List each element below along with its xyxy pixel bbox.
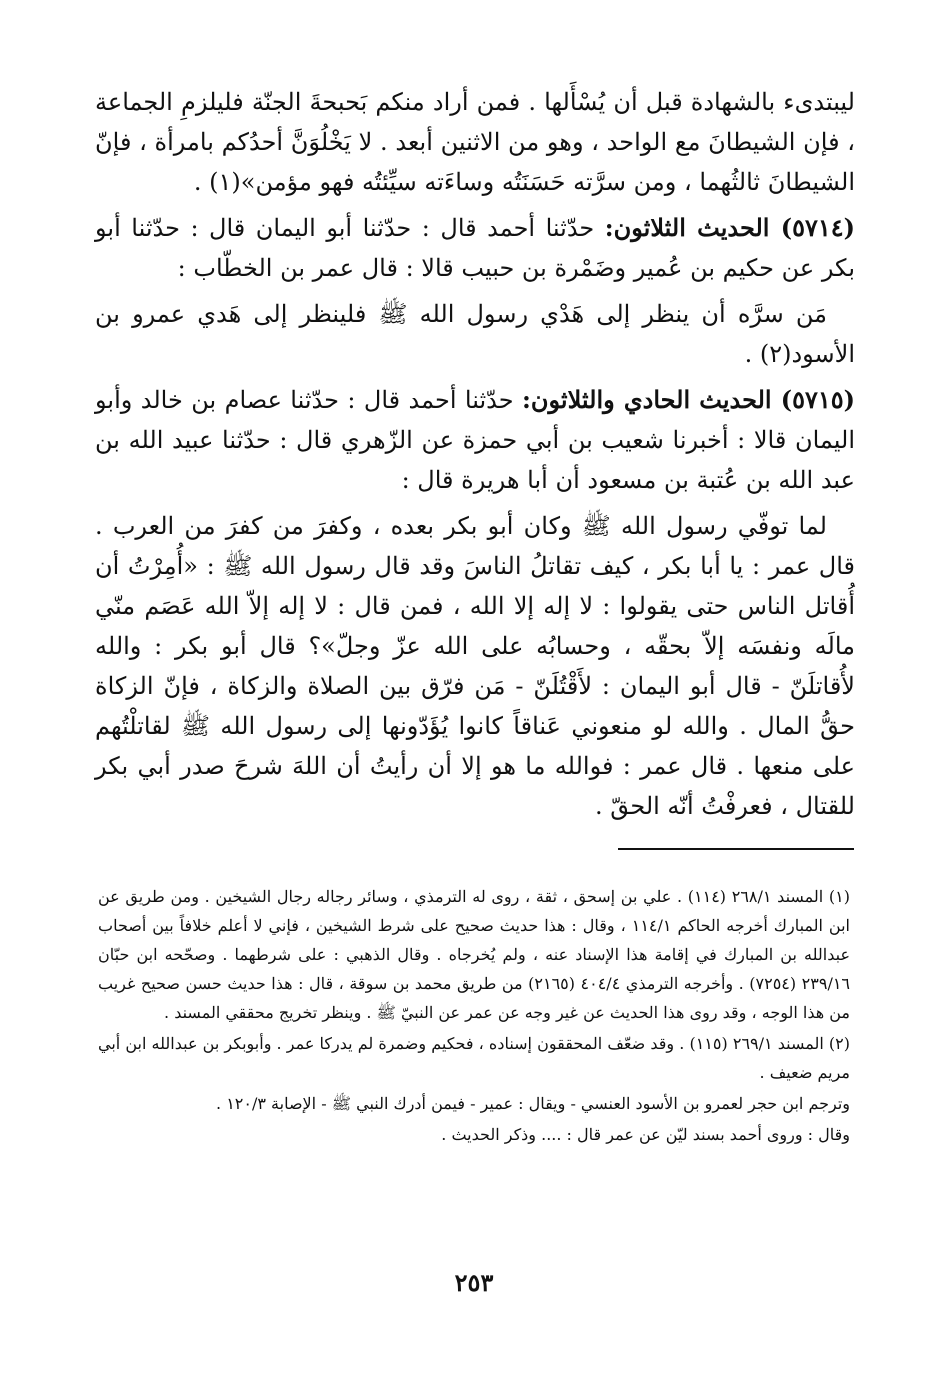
hadith-30-chain: حدّثنا أحمد قال : حدّثنا أبو اليمان قال : حدّثنا أبو بكر عن حكيم بن عُمير وضَمْرة بن حبيب قالا : قال عمر بن الخطّاب :: [95, 214, 855, 282]
paragraph-hadith-31: [95, 380, 855, 500]
paragraph-hadith-30: [95, 208, 855, 288]
hadith-30-heading: (٥٧١٤) الحديث الثلاثون:: [604, 213, 855, 242]
footnotes: [98, 882, 850, 1151]
paragraph-hadith-31-text: لما توفّي رسول الله ﷺ وكان أبو بكر بعده ، وكفرَ من كفرَ من العرب . قال عمر : يا أبا بكر ، كيف تقاتلُ الناسَ وقد قال رسول الله ﷺ : «أُمِرْتُ أن أُقاتل الناس حتى يقولوا : لا إله إلا الله ، فمن قال : لا إله إلاّ الله عَصَم منّي مالَه ونفسَه إلاّ بحقّه ، وحسابُه على الله عزّ وجلّ»؟ قال أبو بكر : والله لأُقاتلَنّ - قال أبو اليمان : لأَقْتُلَنّ - مَن فرّق بين الصلاة والزكاة ، فإنّ الزكاة حقُّ المال . والله لو منعوني عَناقاً كانوا يُؤَدّونها إلى رسول الله ﷺ لقاتلْتُهم على منعها . قال عمر : فوالله ما هو إلا أن رأيتُ أن اللهَ شرحَ صدر أبي بكر للقتال ، فعرفْتُ أنّه الحقّ .: [95, 512, 856, 820]
footnote-divider: [618, 848, 854, 850]
footnote-1: (١) المسند ٢٦٨/١ (١١٤) . علي بن إسحق ، ثقة ، روى له الترمذي ، وسائر رجاله رجال الشيخين . ومن طريق عن ابن المبارك أخرجه الحاكم ١١٤/١ ، وقال : هذا حديث صحيح على شرط الشيخين ، فإني لا أعلم خلافاً بين أصحاب عبدالله بن المبارك في إقامة هذا الإسناد عنه ، ولم يُخرجاه . وقال الذهبي : على شرطهما . وصحّحه ابن حبّان ٢٣٩/١٦ (٧٢٥٤) . وأخرجه الترمذي ٤٠٤/٤ (٢١٦٥) من طريق محمد بن سوقة ، قال : هذا حديث حسن صحيح غريب من هذا الوجه ، وقد روى هذا الحديث عن غير وجه عن عمر عن النبيّ ﷺ . وينظر تخريج محققي المسند .: [98, 887, 851, 1022]
hadith-31-heading: (٥٧١٥) الحديث الحادي والثلاثون:: [522, 385, 855, 414]
hadith-31-chain: حدّثنا أحمد قال : حدّثنا عصام بن خالد وأبو اليمان قالا : أخبرنا شعيب بن أبي حمزة عن الزّهري قال : حدّثنا عبيد الله بن عبد الله بن عُتبة بن مسعود أن أبا هريرة قال :: [95, 386, 855, 494]
paragraph-hadith-29-end: ليبتدىء بالشهادة قبل أن يُسْأَلها . فمن أراد منكم بَحبحةَ الجنّة فليلزمِ الجماعة ، فإن الشيطانَ مع الواحد ، وهو من الاثنين أبعد . لا يَخْلُوَنَّ أحدُكم بامرأة ، فإنّ الشيطانَ ثالثُهما ، ومن سرَّته حَسَنَتُه وساءَته سيِّئتُه فهو مؤمن»(١) .: [95, 88, 855, 196]
paragraph-hadith-30-text: مَن سرَّه أن ينظر إلى هَدْي رسول الله ﷺ فلينظر إلى هَدي عمرو بن الأسود(٢) .: [95, 300, 855, 368]
page-number: ٢٥٣: [454, 1268, 494, 1297]
main-text: [95, 82, 855, 832]
footnote-2-continued: وترجم ابن حجر لعمرو بن الأسود العنسي - ويقال : عمير - فيمن أدرك النبي ﷺ - الإصابة ١٢٠/٣ .: [216, 1094, 850, 1113]
footnote-2-extra: وقال : وروى أحمد بسند ليّن عن عمر قال : .... وذكر الحديث .: [441, 1125, 850, 1144]
footnote-2: (٢) المسند ٢٦٩/١ (١١٥) . وقد ضعّف المحققون إسناده ، فحكيم وضمرة لم يدركا عمر . وأبوبكر بن عبدالله ابن أبي مريم ضعيف .: [98, 1034, 851, 1082]
